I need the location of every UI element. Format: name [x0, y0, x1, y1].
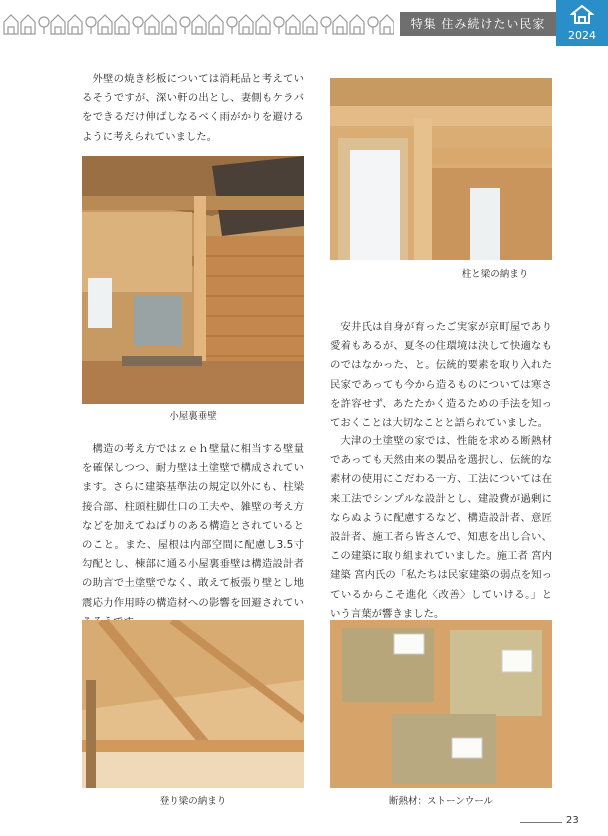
year-badge — [556, 0, 608, 46]
paragraph-3-text: 安井氏は自身が育ったご実家が京町屋であり愛着もあるが、夏冬の住環境は決して快適なものではなかった、と。伝統的要素を取り入れた民家であっても今から造るものについては寒さを許容せず、あたたかく造るための手法を知っておくことは大切なことと語られていました。 — [330, 321, 552, 430]
photo-insulation — [330, 620, 552, 788]
paragraph-4-text: 大津の土塗壁の家では、性能を求める断熱材であっても天然由来の製品を選択し、伝統的な素材の使用にこだわる一方、工法については在来工法でシンプルな設計とし、建設費が過剰にならぬように配慮するなど、構造設計者、意匠設計者、施工者ら皆さんで、知恵を出し合い、この建築に取り組まれていました。施工者 宮内建築 宮内氏の「私たちは民家建築の弱点を知っているからこそ進化〈改善〉していける。」という言葉が響きました。 — [330, 435, 552, 620]
paragraph-2 — [82, 440, 304, 632]
paragraph-2-text: 構造の考え方ではｚｅｈ壁量に相当する壁量を確保しつつ、耐力壁は土塗壁で構成されています。さらに建築基準法の規定以外にも、柱梁接合部、柱頭柱脚仕口の工夫や、雑壁の考え方などを加えてねばりのある構造とされているとのこと。また、屋根は内部空間に配慮し3.5寸勾配とし、棟部に通る小屋裏垂壁は構造設計者の助言で土塗壁でなく、敢えて板張り壁とし地震応力作用時の構造材への影響を回避されてい — [82, 443, 304, 609]
year-badge-icon — [570, 4, 594, 26]
caption-photo1: 小屋裏垂壁 — [169, 411, 217, 422]
page-number: 23 — [566, 815, 579, 826]
paragraph-3 — [330, 318, 552, 433]
caption-photo2: 柱と梁の納まり — [461, 269, 529, 280]
paragraph-1 — [82, 70, 304, 147]
photo-rafter-beam — [82, 620, 304, 788]
photo-attic-wall — [82, 156, 304, 404]
caption-photo4: 断熱材：ストーンウール — [388, 796, 494, 807]
paragraph-4 — [330, 432, 552, 624]
house-row-icon — [2, 8, 394, 38]
paragraph-1-text: 外壁の焼き杉板については消耗品と考えているそうですが、深い軒の出とし、妻側もケラバをできるだけ伸ばしなるべく雨がかりを避けるように考えられていました。 — [82, 73, 304, 143]
footer-line — [520, 822, 562, 823]
year-label: 2024 — [568, 29, 596, 42]
photo-column-beam — [330, 78, 552, 260]
caption-photo3: 登り梁の納まり — [159, 796, 227, 807]
section-title: 特集 住み続けたい民家 — [400, 12, 556, 36]
